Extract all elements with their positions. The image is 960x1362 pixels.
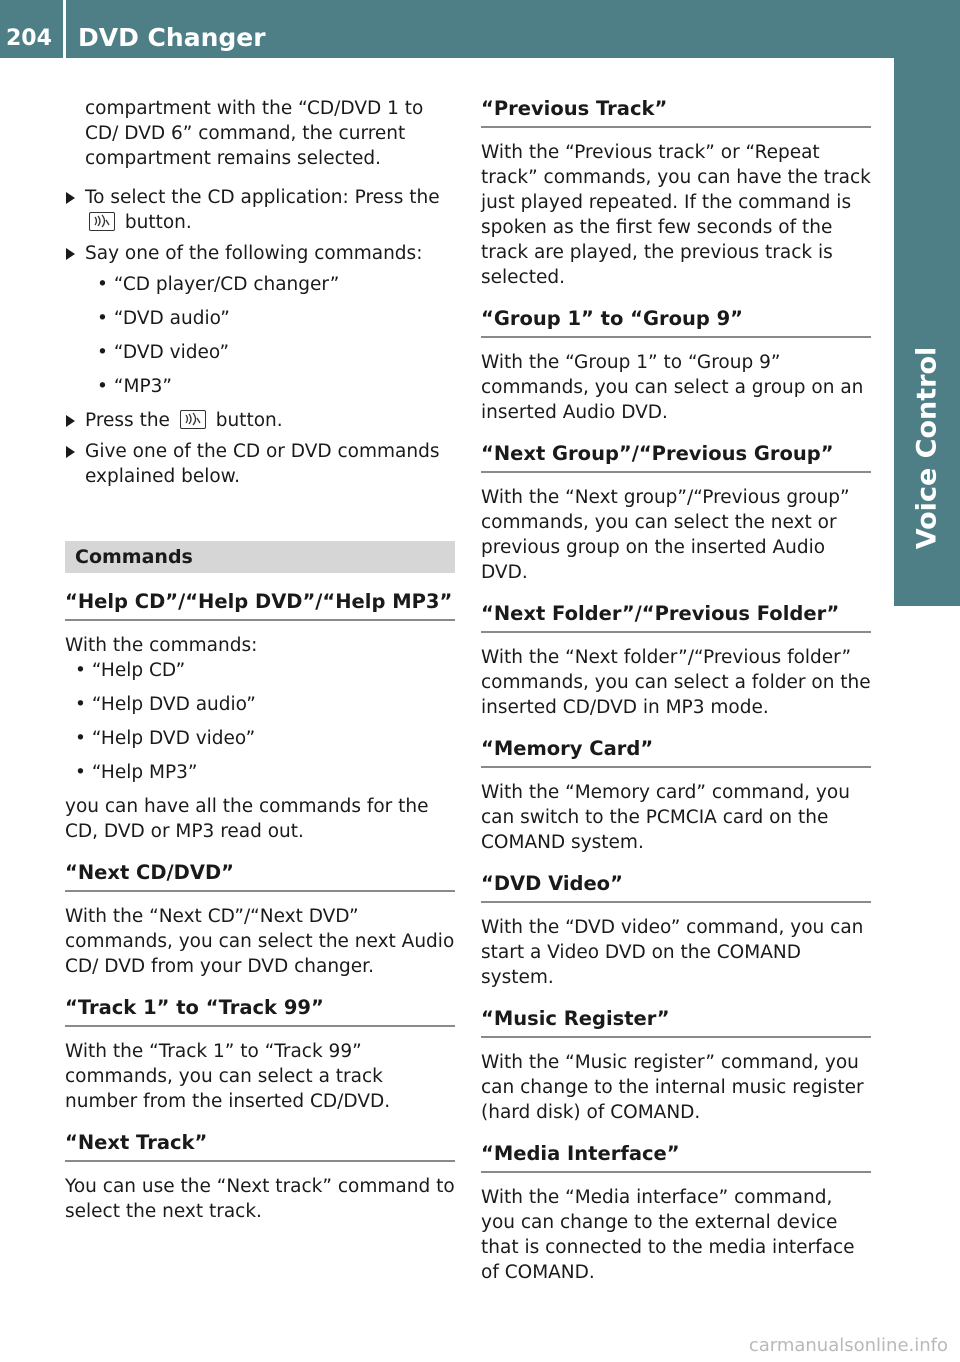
step-select-cd — [65, 185, 455, 235]
step-give-command — [65, 439, 455, 489]
step-text: Say one of the following commands: — [85, 243, 423, 264]
section-heading: “DVD Video” — [481, 871, 871, 903]
voice-control-icon — [180, 410, 206, 429]
section-body: With the “Memory card” command, you can switch to the PCMCIA card on the COMAND system. — [481, 782, 850, 853]
continuation-text: compartment with the “CD/DVD 1 to CD/ DVD 6” command, the current compartment remains selected. — [85, 98, 424, 169]
section-body: With the “Next folder”/“Previous folder” commands, you can select a folder on the inserted CD/DVD in MP3 mode. — [481, 647, 871, 718]
section-body: With the “Group 1” to “Group 9” commands, you can select a group on an inserted Audio DVD. — [481, 352, 864, 423]
voice-control-icon — [89, 212, 115, 231]
section-heading: “Next Group”/“Previous Group” — [481, 441, 871, 473]
section-heading: “Next Track” — [65, 1130, 455, 1162]
section-body: With the “DVD video” command, you can start a Video DVD on the COMAND system. — [481, 917, 864, 988]
section-heading: “Next Folder”/“Previous Folder” — [481, 601, 871, 633]
left-column — [65, 96, 455, 1240]
section-heading: “Music Register” — [481, 1006, 871, 1038]
triangle-arrow-icon — [66, 192, 75, 204]
section-body: You can use the “Next track” command to select the next track. — [65, 1176, 455, 1222]
section-body: With the “Media interface” command, you can change to the external device that is connected to the media interface of COMAND. — [481, 1187, 855, 1283]
right-column — [481, 96, 871, 1301]
section-heading: “Previous Track” — [481, 96, 871, 128]
commands-section-band: Commands — [65, 541, 455, 573]
section-heading: “Media Interface” — [481, 1141, 871, 1173]
step-text: Press the — [85, 410, 170, 431]
section-body: With the “Music register” command, you can change to the internal music register (hard disk) of COMAND. — [481, 1052, 864, 1123]
section-heading: “Help CD”/“Help DVD”/“Help MP3” — [65, 589, 455, 621]
side-tab-label: Voice Control — [911, 346, 943, 550]
list-item: • “Help DVD audio” — [75, 694, 256, 715]
section-body: With the “Next CD”/“Next DVD” commands, you can select the next Audio CD/ DVD from your DVD changer. — [65, 906, 455, 977]
page-title: DVD Changer — [78, 23, 266, 52]
list-item: • “Help CD” — [75, 660, 186, 681]
list-item: • “MP3” — [97, 376, 172, 397]
step-text-suffix: button. — [124, 212, 192, 233]
list-item: • “CD player/CD changer” — [97, 274, 340, 295]
page-number: 204 — [6, 26, 52, 51]
section-body: With the “Track 1” to “Track 99” commands, you can select a track number from the inserted CD/DVD. — [65, 1041, 391, 1112]
step-say-command — [65, 241, 455, 266]
list-item: • “DVD audio” — [97, 308, 230, 329]
section-heading: “Track 1” to “Track 99” — [65, 995, 455, 1027]
section-body: you can have all the commands for the CD, DVD or MP3 read out. — [65, 796, 429, 842]
step-press-button — [65, 408, 455, 433]
command-list — [65, 272, 455, 399]
list-item: • “DVD video” — [97, 342, 230, 363]
step-text: Give one of the CD or DVD commands explained below. — [85, 441, 440, 487]
section-body: With the “Previous track” or “Repeat track” commands, you can have the track just played repeated. If the command is spoken as the first few seconds of the track are played, the previous track is selected. — [481, 142, 871, 288]
section-heading: “Group 1” to “Group 9” — [481, 306, 871, 338]
triangle-arrow-icon — [66, 248, 75, 260]
section-intro: With the commands: — [65, 635, 258, 656]
triangle-arrow-icon — [66, 446, 75, 458]
help-command-list — [65, 658, 455, 785]
footer-watermark[interactable]: carmanualsonline.info — [748, 1335, 948, 1356]
step-text: To select the CD application: Press the — [85, 187, 440, 208]
step-text-suffix: button. — [215, 410, 283, 431]
list-item: • “Help DVD video” — [75, 728, 256, 749]
section-heading: “Next CD/DVD” — [65, 860, 455, 892]
list-item: • “Help MP3” — [75, 762, 198, 783]
section-heading: “Memory Card” — [481, 736, 871, 768]
header-divider — [63, 0, 66, 58]
section-body: With the “Next group”/“Previous group” commands, you can select the next or previous group on the inserted Audio DVD. — [481, 487, 850, 583]
triangle-arrow-icon — [66, 415, 75, 427]
